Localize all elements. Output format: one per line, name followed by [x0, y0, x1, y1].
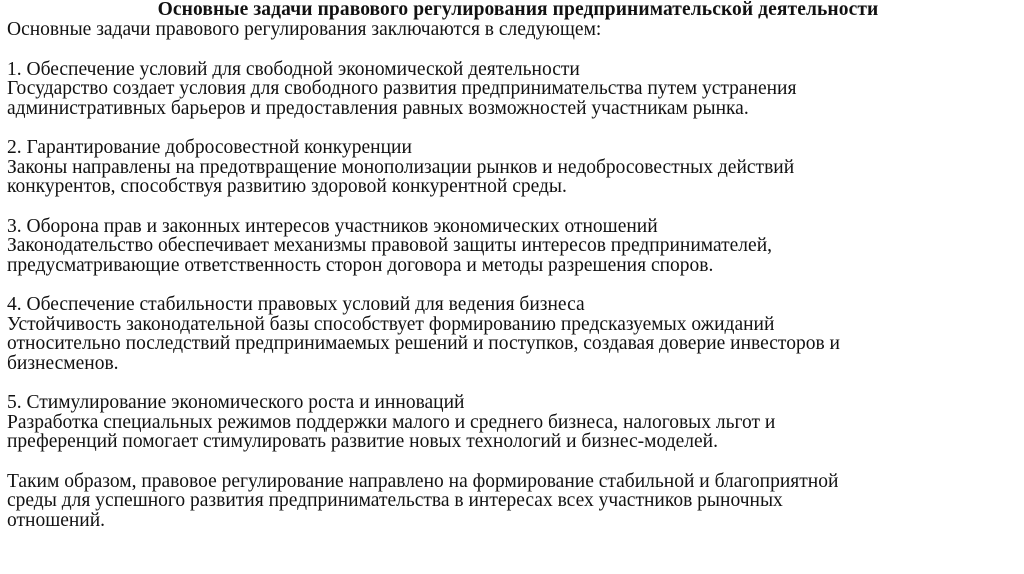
intro-text: Основные задачи правового регулирования заключаются в следующем:: [7, 19, 602, 40]
section-text-line: преференций помогает стимулировать развитие новых технологий и бизнес-моделей.: [7, 431, 718, 452]
section-1: [7, 60, 1017, 119]
section-text-line: конкурентов, способствуя развитию здоровой конкурентной среды.: [7, 176, 567, 197]
section-heading: 3. Оборона прав и законных интересов участников экономических отношений: [7, 215, 658, 237]
conclusion-text-line: отношений.: [7, 509, 106, 531]
section-heading: 5. Стимулирование экономического роста и инноваций: [7, 392, 465, 413]
section-text-line: относительно последствий предпринимаемых решений и поступков, создавая доверие инвесторов и: [7, 333, 840, 354]
conclusion-text-line: среды для успешного развития предпринимательства в интересах всех участников рыночных: [7, 490, 783, 511]
section-text-line: Законы направлены на предотвращение монополизации рынков и недобросовестных действий: [7, 156, 795, 178]
section-heading: 4. Обеспечение стабильности правовых условий для ведения бизнеса: [7, 294, 585, 315]
section-2: [7, 138, 1017, 197]
conclusion: [7, 472, 1017, 531]
conclusion-text-line: Таким образом, правовое регулирование направлено на формирование стабильной и благоприятной: [7, 470, 839, 492]
section-3: [7, 217, 1017, 276]
section-text-line: Законодательство обеспечивает механизмы правовой защиты интересов предпринимателей,: [7, 235, 773, 256]
section-text-line: Устойчивость законодательной базы способствует формированию предсказуемых ожиданий: [7, 313, 775, 335]
section-heading: 1. Обеспечение условий для свободной экономической деятельности: [7, 58, 580, 80]
section-text-line: административных барьеров и предоставления равных возможностей участникам рынка.: [7, 97, 749, 119]
section-heading: 2. Гарантирование добросовестной конкуренции: [7, 137, 412, 158]
section-text-line: бизнесменов.: [7, 352, 119, 374]
page-title: Основные задачи правового регулирования предпринимательской деятельности: [157, 0, 879, 20]
section-4: [7, 295, 1017, 373]
document-page: [7, 0, 1017, 550]
section-text-line: предусматривающие ответственность сторон договора и методы разрешения споров.: [7, 254, 714, 276]
section-5: [7, 393, 1017, 452]
section-text-line: Разработка специальных режимов поддержки малого и среднего бизнеса, налоговых льгот и: [7, 411, 776, 433]
section-text-line: Государство создает условия для свободного развития предпринимательства путем устранения: [7, 78, 797, 99]
